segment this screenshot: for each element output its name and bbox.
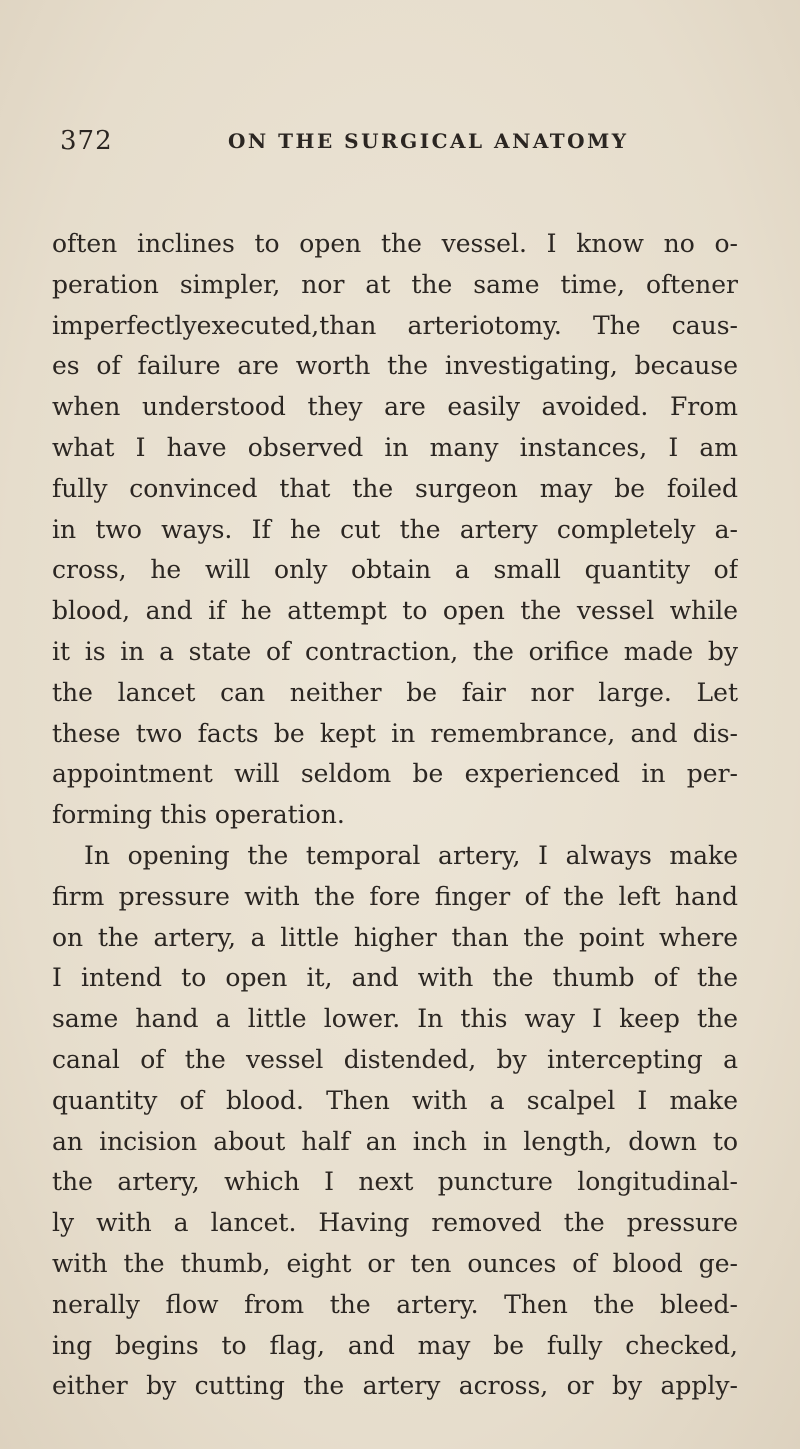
- text-line: the lancet can neither be fair nor large. Let: [52, 677, 738, 707]
- text-line: I intend to open it, and with the thumb of the: [52, 963, 738, 993]
- text-line: on the artery, a little higher than the point where: [52, 922, 738, 952]
- text-line: nerally flow from the artery. Then the bleed-: [52, 1289, 738, 1319]
- text-line: either by cutting the artery across, or by apply-: [52, 1371, 738, 1401]
- text-line: In opening the temporal artery, I always make: [84, 840, 738, 870]
- text-line: when understood they are easily avoided. From: [52, 392, 738, 422]
- text-line: what I have observed in many instances, I am: [52, 432, 738, 462]
- text-line: imperfectlyexecuted,than arteriotomy. The caus-: [52, 310, 738, 340]
- text-line: often inclines to open the vessel. I know no o-: [52, 229, 738, 258]
- text-line: these two facts be kept in remembrance, and dis-: [52, 718, 738, 748]
- text-line: the artery, which I next puncture longitudinal-: [52, 1167, 738, 1197]
- text-line: blood, and if he attempt to open the vessel while: [52, 596, 738, 626]
- text-line: peration simpler, nor at the same time, oftener: [52, 269, 738, 299]
- text-line: firm pressure with the fore finger of the left hand: [52, 881, 738, 911]
- page-number: 372: [60, 126, 113, 156]
- text-line: cross, he will only obtain a small quantity of: [52, 555, 738, 585]
- text-line: appointment will seldom be experienced in per-: [52, 759, 738, 789]
- text-line: canal of the vessel distended, by intercepting a: [52, 1044, 738, 1074]
- text-line: same hand a little lower. In this way I keep the: [52, 1004, 738, 1034]
- page-header: [60, 126, 740, 156]
- text-line: it is in a state of contraction, the orifice made by: [52, 636, 738, 666]
- text-line: fully convinced that the surgeon may be foiled: [52, 473, 738, 503]
- text-line: in two ways. If he cut the artery completely a-: [52, 514, 738, 544]
- text-line: quantity of blood. Then with a scalpel I make: [52, 1085, 738, 1115]
- text-line: an incision about half an inch in length, down to: [52, 1126, 738, 1156]
- running-head: ON THE SURGICAL ANATOMY: [228, 129, 629, 153]
- text-line: with the thumb, eight or ten ounces of blood ge-: [52, 1248, 738, 1278]
- text-line: ly with a lancet. Having removed the pressure: [52, 1208, 738, 1238]
- text-line: forming this operation.: [52, 800, 345, 830]
- text-line: es of failure are worth the investigating, because: [52, 351, 738, 381]
- text-line: ing begins to flag, and may be fully checked,: [52, 1330, 738, 1360]
- body-text: [52, 224, 738, 1407]
